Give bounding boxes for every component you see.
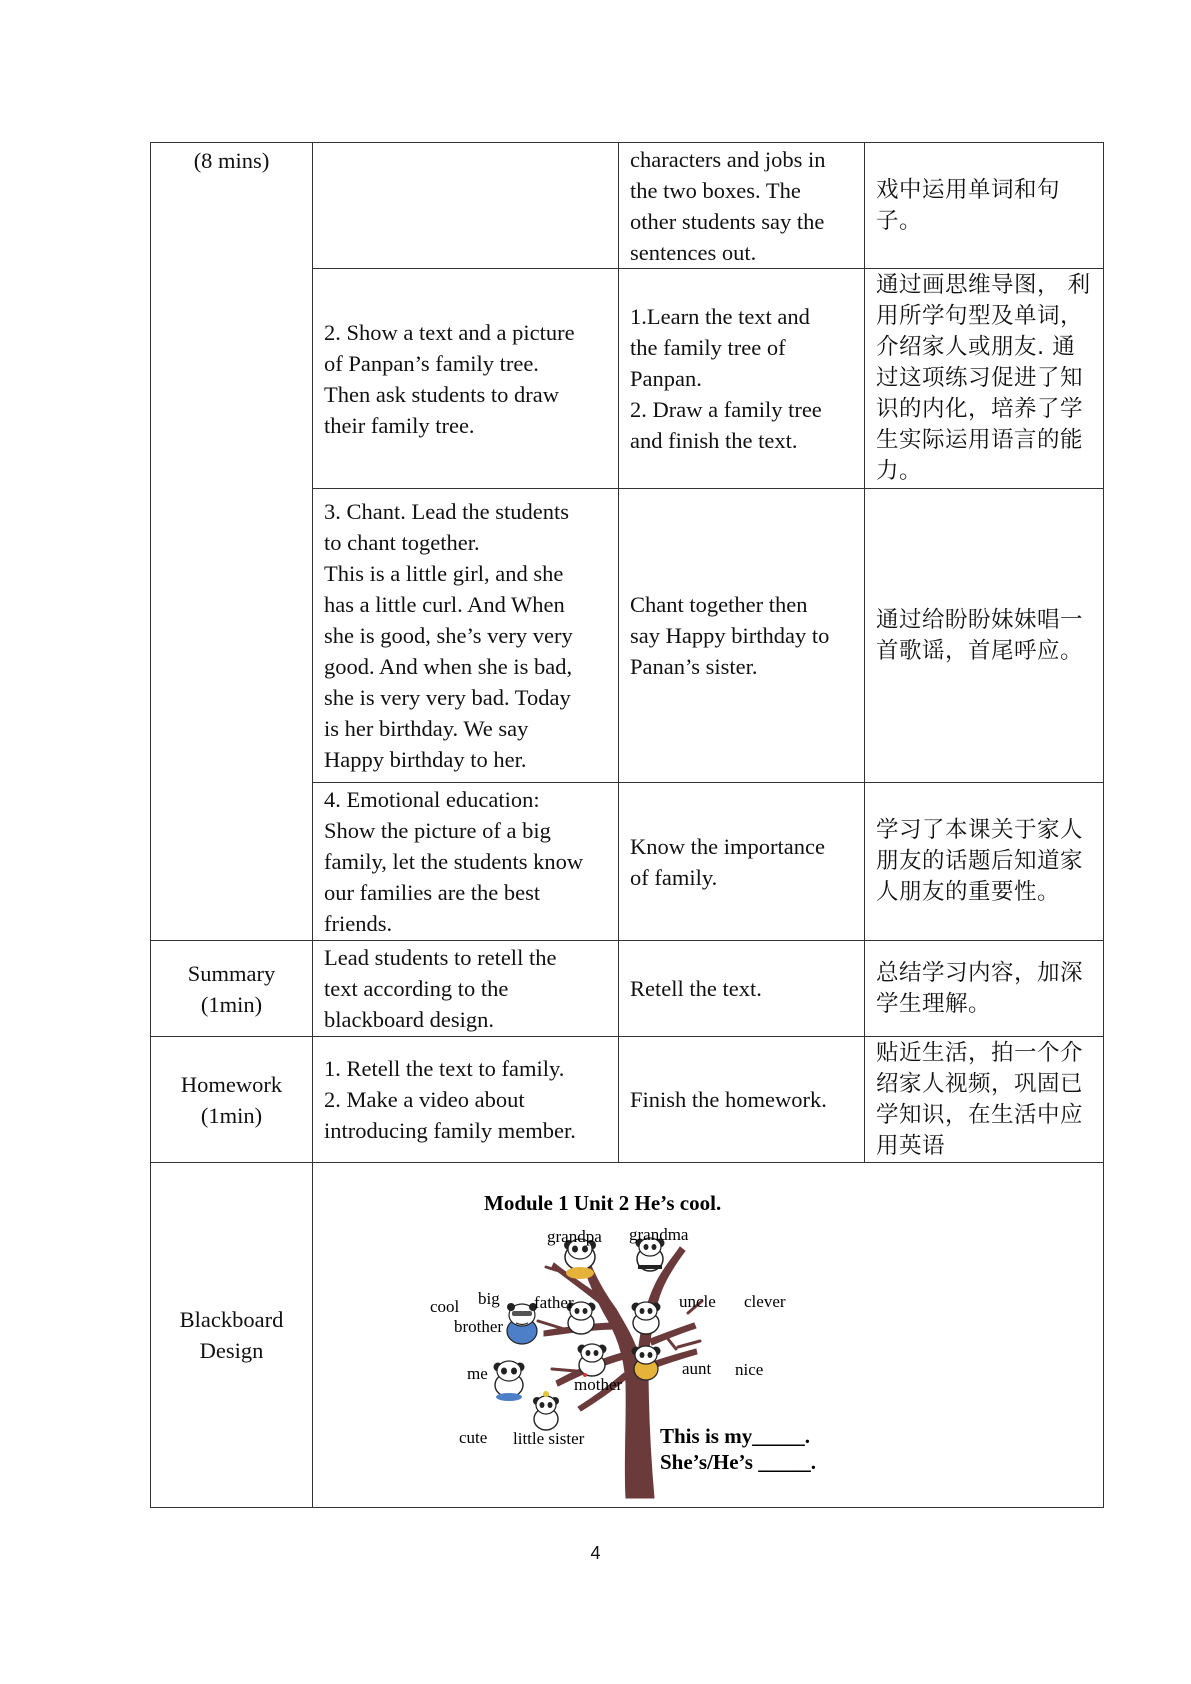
text-line: friends. bbox=[324, 911, 393, 936]
label-cute: cute bbox=[459, 1428, 488, 1447]
purpose-cell bbox=[865, 489, 1104, 783]
text-line: Panan’s sister. bbox=[630, 654, 758, 679]
text-line: 用所学句型及单词， bbox=[876, 303, 1084, 329]
teacher-activity-cell bbox=[313, 783, 619, 941]
panda-me-icon bbox=[494, 1361, 525, 1401]
teacher-activity-cell bbox=[313, 143, 619, 269]
panda-big-brother-icon bbox=[507, 1303, 537, 1344]
text-line: Happy birthday to her. bbox=[324, 747, 527, 772]
sentence-frame-1: This is my_____. bbox=[660, 1424, 810, 1448]
family-tree-figure bbox=[324, 1163, 1114, 1507]
panda-little-sister-icon bbox=[533, 1391, 559, 1430]
stage-cell-blackboard bbox=[151, 1163, 313, 1508]
text-line: Finish the homework. bbox=[630, 1087, 827, 1112]
student-activity-cell bbox=[619, 143, 865, 269]
student-activity-cell bbox=[619, 269, 865, 489]
stage-cell-summary bbox=[151, 941, 313, 1037]
text-line: 2. Make a video about bbox=[324, 1087, 525, 1112]
text-line: 用英语 bbox=[876, 1132, 946, 1159]
text-line: of Panpan’s family tree. bbox=[324, 350, 539, 376]
text-line: 2. Show a text and a picture bbox=[324, 319, 575, 345]
text-line: other students say the bbox=[630, 208, 825, 234]
text-line: say Happy birthday to bbox=[630, 623, 830, 648]
text-line: characters and jobs in bbox=[630, 146, 826, 172]
stage-text: Design bbox=[199, 1338, 264, 1363]
label-father: father bbox=[534, 1293, 574, 1312]
text-line: Show the picture of a big bbox=[324, 818, 551, 843]
text-line: Chant together then bbox=[630, 592, 808, 617]
label-grandma: grandma bbox=[629, 1225, 689, 1244]
student-activity-cell bbox=[619, 489, 865, 783]
text-line: text according to the bbox=[324, 976, 509, 1001]
sentence-frame-2: She’s/He’s _____. bbox=[660, 1450, 816, 1474]
teacher-activity-cell bbox=[313, 1037, 619, 1163]
stage-text: (8 mins) bbox=[193, 148, 270, 173]
text-line: and finish the text. bbox=[630, 428, 798, 453]
text-line: 人朋友的重要性。 bbox=[876, 879, 1061, 905]
stage-cell-homework bbox=[151, 1037, 313, 1163]
text-line: introducing family member. bbox=[324, 1118, 576, 1143]
student-activity-cell bbox=[619, 941, 865, 1037]
label-uncle: uncle bbox=[679, 1292, 716, 1311]
blackboard-design-cell bbox=[313, 1163, 1104, 1508]
stage-text: (1min) bbox=[200, 1102, 263, 1128]
text-line: 戏中运用单词和句 bbox=[876, 176, 1061, 203]
panda-uncle-icon bbox=[632, 1302, 661, 1334]
text-line: 生实际运用语言的能 bbox=[876, 427, 1084, 453]
text-line: good. And when she is bad, bbox=[324, 654, 573, 679]
text-line: 朋友的话题后知道家 bbox=[876, 848, 1084, 874]
page-number: 4 bbox=[590, 1543, 601, 1563]
purpose-cell bbox=[865, 1037, 1104, 1163]
text-line: 通过画思维导图， 利 bbox=[876, 272, 1091, 298]
text-line: 4. Emotional education: bbox=[324, 787, 540, 812]
label-grandpa: grandpa bbox=[547, 1227, 602, 1246]
purpose-cell bbox=[865, 269, 1104, 489]
text-line: 1. Retell the text to family. bbox=[324, 1056, 565, 1081]
text-line: is her birthday. We say bbox=[324, 716, 529, 741]
teacher-activity-cell bbox=[313, 269, 619, 489]
table-row bbox=[151, 941, 1104, 1037]
text-line: 识的内化，培养了学 bbox=[876, 396, 1084, 422]
stage-cell-practice bbox=[151, 143, 313, 941]
text-line: 2. Draw a family tree bbox=[630, 397, 822, 422]
teacher-activity-cell bbox=[313, 489, 619, 783]
text-line: 绍家人视频，巩固已 bbox=[876, 1070, 1084, 1097]
text-line: has a little curl. And When bbox=[324, 592, 565, 617]
text-line: 介绍家人或朋友. 通 bbox=[876, 334, 1076, 360]
text-line: 3. Chant. Lead the students bbox=[324, 499, 569, 524]
text-line: our families are the best bbox=[324, 880, 541, 905]
text-line: 1.Learn the text and bbox=[630, 304, 810, 329]
label-big: big bbox=[478, 1289, 500, 1308]
text-line: 学习了本课关于家人 bbox=[876, 817, 1084, 843]
text-line: 子。 bbox=[876, 207, 923, 234]
text-line: 力。 bbox=[876, 458, 923, 484]
blackboard-title: Module 1 Unit 2 He’s cool. bbox=[484, 1191, 722, 1215]
text-line: 通过给盼盼妹妹唱一 bbox=[876, 606, 1084, 633]
label-clever: clever bbox=[744, 1292, 786, 1311]
text-line: Know the importance bbox=[630, 833, 825, 859]
text-line: 总结学习内容，加深 bbox=[876, 959, 1084, 986]
stage-text: Summary bbox=[187, 960, 276, 986]
text-line: she is very very bad. Today bbox=[324, 685, 571, 710]
stage-text: Homework bbox=[180, 1071, 283, 1097]
table-row bbox=[151, 1037, 1104, 1163]
text-line: 贴近生活，拍一个介 bbox=[876, 1039, 1084, 1066]
text-line: This is a little girl, and she bbox=[324, 561, 564, 586]
text-line: sentences out. bbox=[630, 239, 757, 265]
text-line: 学生理解。 bbox=[876, 990, 992, 1017]
purpose-cell bbox=[865, 783, 1104, 941]
teacher-activity-cell bbox=[313, 941, 619, 1037]
panda-mother-icon bbox=[578, 1344, 607, 1377]
stage-text: (1min) bbox=[200, 991, 263, 1017]
table-row bbox=[151, 143, 1104, 269]
label-mother: mother bbox=[574, 1375, 623, 1394]
text-line: Retell the text. bbox=[630, 976, 762, 1001]
student-activity-cell bbox=[619, 1037, 865, 1163]
label-aunt: aunt bbox=[682, 1359, 712, 1378]
student-activity-cell bbox=[619, 783, 865, 941]
text-line: their family tree. bbox=[324, 412, 475, 438]
label-brother: brother bbox=[454, 1317, 504, 1336]
text-line: the two boxes. The bbox=[630, 177, 801, 203]
text-line: Panpan. bbox=[630, 366, 702, 391]
label-nice: nice bbox=[735, 1360, 764, 1379]
text-line: 学知识，在生活中应 bbox=[876, 1101, 1084, 1128]
text-line: Then ask students to draw bbox=[324, 381, 559, 407]
stage-text: Blackboard bbox=[179, 1307, 284, 1332]
label-me: me bbox=[467, 1364, 488, 1383]
text-line: 过这项练习促进了知 bbox=[876, 365, 1084, 391]
label-little-sister: little sister bbox=[513, 1429, 585, 1448]
text-line: family, let the students know bbox=[324, 849, 584, 874]
label-cool: cool bbox=[430, 1297, 460, 1316]
text-line: she is good, she’s very very bbox=[324, 623, 573, 648]
text-line: blackboard design. bbox=[324, 1007, 494, 1032]
text-line: to chant together. bbox=[324, 530, 480, 555]
table-row bbox=[151, 1163, 1104, 1508]
text-line: of family. bbox=[630, 864, 718, 890]
purpose-cell bbox=[865, 941, 1104, 1037]
text-line: 首歌谣，首尾呼应。 bbox=[876, 637, 1084, 664]
text-line: Lead students to retell the bbox=[324, 945, 557, 970]
panda-aunt-icon bbox=[632, 1346, 661, 1380]
text-line: the family tree of bbox=[630, 335, 786, 360]
lesson-plan-table bbox=[150, 142, 1104, 1508]
purpose-cell bbox=[865, 143, 1104, 269]
